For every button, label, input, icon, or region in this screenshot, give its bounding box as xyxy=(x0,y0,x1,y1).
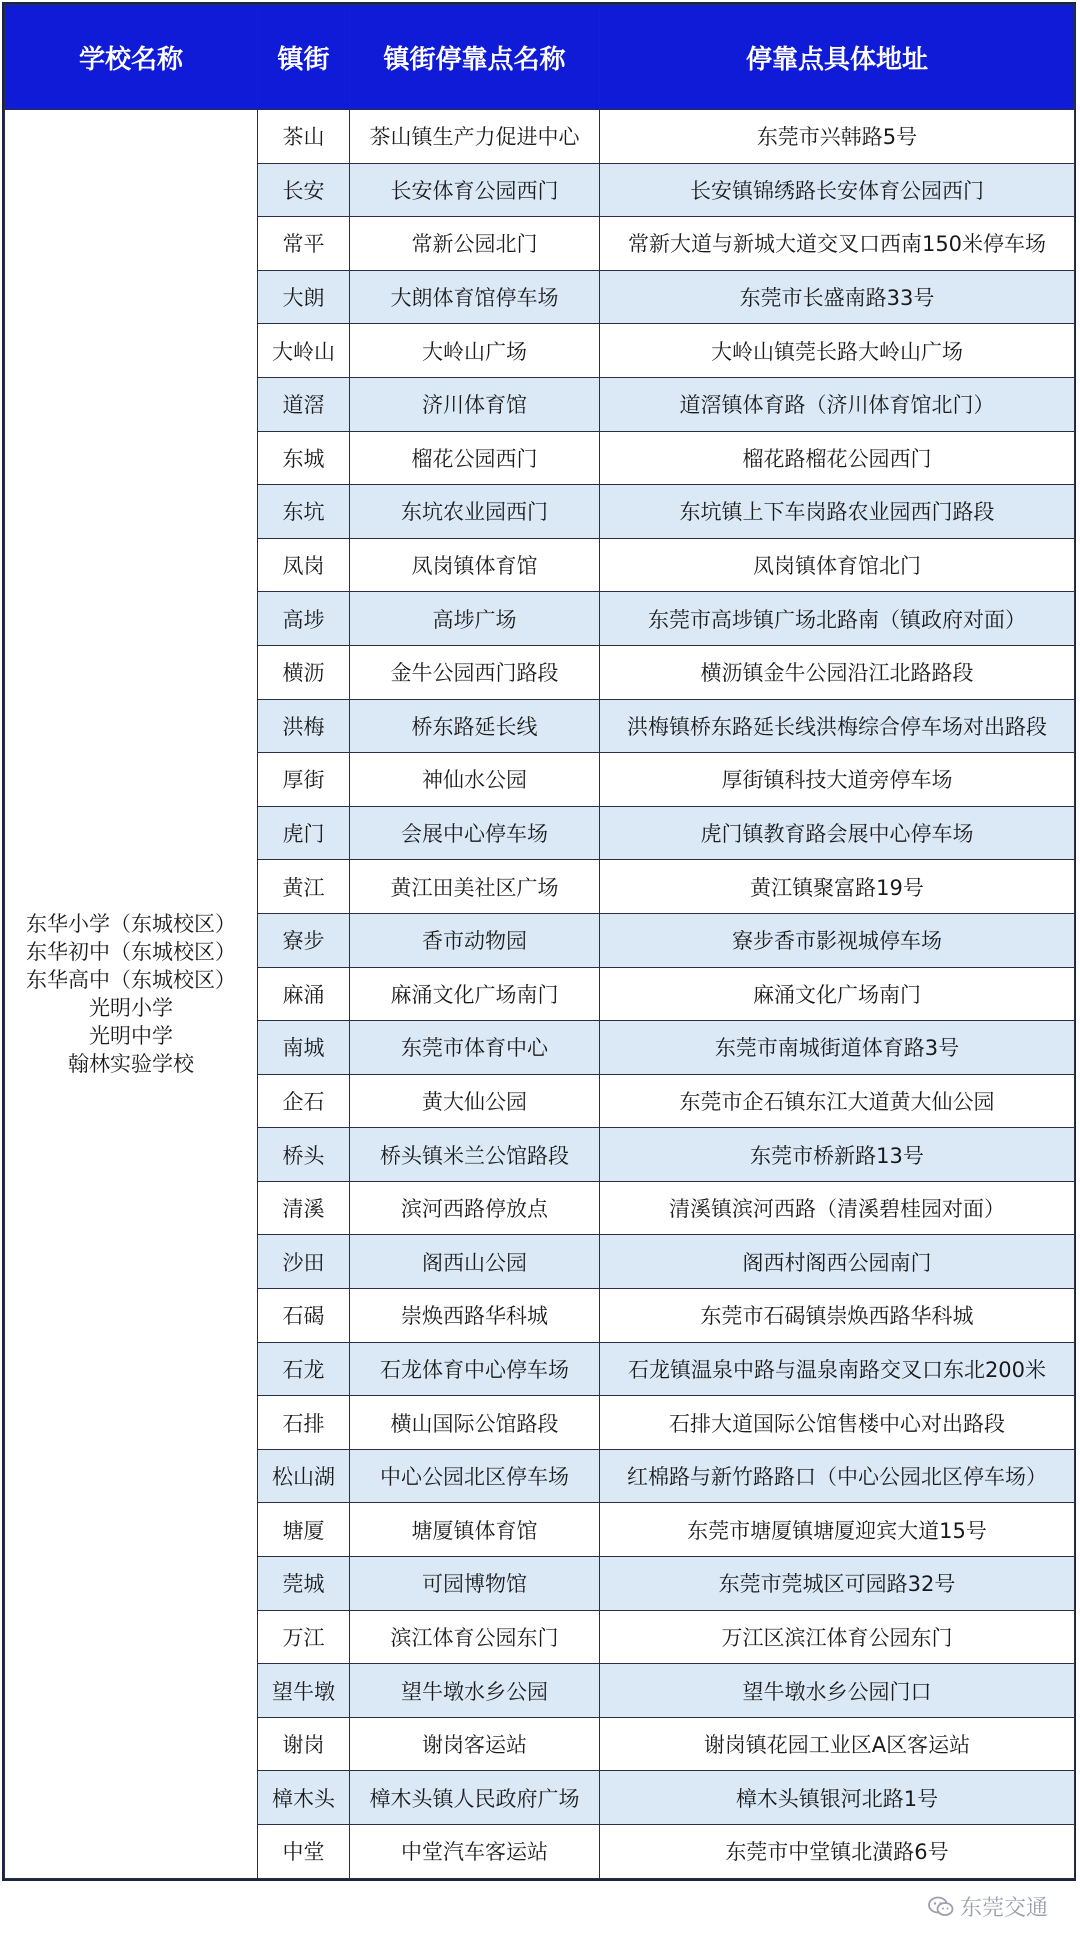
school-name: 光明中学 xyxy=(89,1023,173,1048)
stop-address-cell: 大岭山镇莞长路大岭山广场 xyxy=(600,324,1075,378)
stop-address-cell: 东莞市南城街道体育路3号 xyxy=(600,1021,1075,1075)
town-cell: 谢岗 xyxy=(258,1717,350,1771)
stop-address-cell: 东莞市莞城区可园路32号 xyxy=(600,1557,1075,1611)
town-cell: 中堂 xyxy=(258,1825,350,1879)
stop-address-cell: 榴花路榴花公园西门 xyxy=(600,431,1075,485)
stop-name-cell: 会展中心停车场 xyxy=(350,806,600,860)
town-cell: 石排 xyxy=(258,1396,350,1450)
stop-name-cell: 塘厦镇体育馆 xyxy=(350,1503,600,1557)
stop-name-cell: 高埗广场 xyxy=(350,592,600,646)
town-cell: 望牛墩 xyxy=(258,1664,350,1718)
town-cell: 东坑 xyxy=(258,485,350,539)
stop-name-cell: 茶山镇生产力促进中心 xyxy=(350,110,600,164)
town-cell: 横沥 xyxy=(258,645,350,699)
town-cell: 虎门 xyxy=(258,806,350,860)
stop-address-cell: 石龙镇温泉中路与温泉南路交叉口东北200米 xyxy=(600,1342,1075,1396)
stop-name-cell: 崇焕西路华科城 xyxy=(350,1289,600,1343)
stop-name-cell: 长安体育公园西门 xyxy=(350,163,600,217)
stop-name-cell: 石龙体育中心停车场 xyxy=(350,1342,600,1396)
wechat-icon xyxy=(928,1896,954,1918)
stop-address-cell: 东莞市塘厦镇塘厦迎宾大道15号 xyxy=(600,1503,1075,1557)
stop-address-cell: 樟木头镇银河北路1号 xyxy=(600,1771,1075,1825)
stop-name-cell: 济川体育馆 xyxy=(350,377,600,431)
header-town: 镇街 xyxy=(258,5,350,110)
stop-address-cell: 黄江镇聚富路19号 xyxy=(600,860,1075,914)
school-name: 光明小学 xyxy=(89,995,173,1020)
stop-address-cell: 清溪镇滨河西路（清溪碧桂园对面） xyxy=(600,1181,1075,1235)
stop-address-cell: 虎门镇教育路会展中心停车场 xyxy=(600,806,1075,860)
town-cell: 松山湖 xyxy=(258,1449,350,1503)
stop-address-cell: 麻涌文化广场南门 xyxy=(600,967,1075,1021)
stop-address-cell: 厚街镇科技大道旁停车场 xyxy=(600,753,1075,807)
stop-name-cell: 中堂汽车客运站 xyxy=(350,1825,600,1879)
school-name: 翰林实验学校 xyxy=(68,1051,194,1076)
town-cell: 茶山 xyxy=(258,110,350,164)
stop-address-cell: 东莞市长盛南路33号 xyxy=(600,270,1075,324)
stop-name-cell: 凤岗镇体育馆 xyxy=(350,538,600,592)
stop-address-cell: 阁西村阁西公园南门 xyxy=(600,1235,1075,1289)
watermark xyxy=(928,1891,1048,1922)
header-stop-address: 停靠点具体地址 xyxy=(600,5,1075,110)
town-cell: 常平 xyxy=(258,217,350,271)
town-cell: 洪梅 xyxy=(258,699,350,753)
stop-name-cell: 滨河西路停放点 xyxy=(350,1181,600,1235)
stop-name-cell: 常新公园北门 xyxy=(350,217,600,271)
stop-address-cell: 东莞市石碣镇崇焕西路华科城 xyxy=(600,1289,1075,1343)
stop-address-cell: 红棉路与新竹路路口（中心公园北区停车场） xyxy=(600,1449,1075,1503)
stop-address-cell: 东坑镇上下车岗路农业园西门路段 xyxy=(600,485,1075,539)
stop-name-cell: 桥东路延长线 xyxy=(350,699,600,753)
stop-address-cell: 凤岗镇体育馆北门 xyxy=(600,538,1075,592)
town-cell: 万江 xyxy=(258,1610,350,1664)
town-cell: 沙田 xyxy=(258,1235,350,1289)
stop-name-cell: 东坑农业园西门 xyxy=(350,485,600,539)
school-name: 东华小学（东城校区） xyxy=(26,911,236,936)
town-cell: 清溪 xyxy=(258,1181,350,1235)
stop-address-cell: 东莞市高埗镇广场北路南（镇政府对面） xyxy=(600,592,1075,646)
header-stop-name: 镇街停靠点名称 xyxy=(350,5,600,110)
table-header xyxy=(5,5,1075,110)
town-cell: 凤岗 xyxy=(258,538,350,592)
stop-address-cell: 东莞市企石镇东江大道黄大仙公园 xyxy=(600,1074,1075,1128)
stop-name-cell: 谢岗客运站 xyxy=(350,1717,600,1771)
watermark-text: 东莞交通 xyxy=(959,1896,1048,1921)
stop-name-cell: 神仙水公园 xyxy=(350,753,600,807)
stop-address-cell: 横沥镇金牛公园沿江北路路段 xyxy=(600,645,1075,699)
stop-address-cell: 东莞市兴韩路5号 xyxy=(600,110,1075,164)
stop-name-cell: 榴花公园西门 xyxy=(350,431,600,485)
town-cell: 黄江 xyxy=(258,860,350,914)
stop-address-cell: 道滘镇体育路（济川体育馆北门） xyxy=(600,377,1075,431)
town-cell: 东城 xyxy=(258,431,350,485)
town-cell: 企石 xyxy=(258,1074,350,1128)
town-cell: 高埗 xyxy=(258,592,350,646)
town-cell: 厚街 xyxy=(258,753,350,807)
town-cell: 大朗 xyxy=(258,270,350,324)
town-cell: 塘厦 xyxy=(258,1503,350,1557)
school-name: 东华高中（东城校区） xyxy=(26,967,236,992)
school-names-cell xyxy=(5,110,258,1879)
stop-address-cell: 寮步香市影视城停车场 xyxy=(600,913,1075,967)
stop-address-cell: 石排大道国际公馆售楼中心对出路段 xyxy=(600,1396,1075,1450)
stop-address-cell: 望牛墩水乡公园门口 xyxy=(600,1664,1075,1718)
school-name: 东华初中（东城校区） xyxy=(26,939,236,964)
stop-name-cell: 可园博物馆 xyxy=(350,1557,600,1611)
town-cell: 长安 xyxy=(258,163,350,217)
town-cell: 道滘 xyxy=(258,377,350,431)
stop-address-cell: 常新大道与新城大道交叉口西南150米停车场 xyxy=(600,217,1075,271)
stop-address-cell: 洪梅镇桥东路延长线洪梅综合停车场对出路段 xyxy=(600,699,1075,753)
stop-address-cell: 长安镇锦绣路长安体育公园西门 xyxy=(600,163,1075,217)
stop-name-cell: 桥头镇米兰公馆路段 xyxy=(350,1128,600,1182)
town-cell: 寮步 xyxy=(258,913,350,967)
stop-name-cell: 黄大仙公园 xyxy=(350,1074,600,1128)
town-cell: 樟木头 xyxy=(258,1771,350,1825)
town-cell: 莞城 xyxy=(258,1557,350,1611)
table-row xyxy=(5,110,1075,164)
town-cell: 麻涌 xyxy=(258,967,350,1021)
town-cell: 大岭山 xyxy=(258,324,350,378)
stop-address-cell: 万江区滨江体育公园东门 xyxy=(600,1610,1075,1664)
stop-name-cell: 阁西山公园 xyxy=(350,1235,600,1289)
table-body xyxy=(5,110,1075,1879)
stop-address-cell: 东莞市中堂镇北潢路6号 xyxy=(600,1825,1075,1879)
parking-table-sheet xyxy=(2,2,1076,1881)
stop-name-cell: 大朗体育馆停车场 xyxy=(350,270,600,324)
stop-name-cell: 大岭山广场 xyxy=(350,324,600,378)
stop-name-cell: 东莞市体育中心 xyxy=(350,1021,600,1075)
stop-name-cell: 滨江体育公园东门 xyxy=(350,1610,600,1664)
stop-name-cell: 樟木头镇人民政府广场 xyxy=(350,1771,600,1825)
stop-name-cell: 黄江田美社区广场 xyxy=(350,860,600,914)
stop-address-cell: 谢岗镇花园工业区A区客运站 xyxy=(600,1717,1075,1771)
stop-name-cell: 望牛墩水乡公园 xyxy=(350,1664,600,1718)
stop-name-cell: 横山国际公馆路段 xyxy=(350,1396,600,1450)
town-cell: 石碣 xyxy=(258,1289,350,1343)
stop-address-cell: 东莞市桥新路13号 xyxy=(600,1128,1075,1182)
stop-name-cell: 中心公园北区停车场 xyxy=(350,1449,600,1503)
parking-table xyxy=(4,4,1075,1879)
town-cell: 南城 xyxy=(258,1021,350,1075)
town-cell: 桥头 xyxy=(258,1128,350,1182)
stop-name-cell: 香市动物园 xyxy=(350,913,600,967)
header-school: 学校名称 xyxy=(5,5,258,110)
stop-name-cell: 麻涌文化广场南门 xyxy=(350,967,600,1021)
stop-name-cell: 金牛公园西门路段 xyxy=(350,645,600,699)
town-cell: 石龙 xyxy=(258,1342,350,1396)
